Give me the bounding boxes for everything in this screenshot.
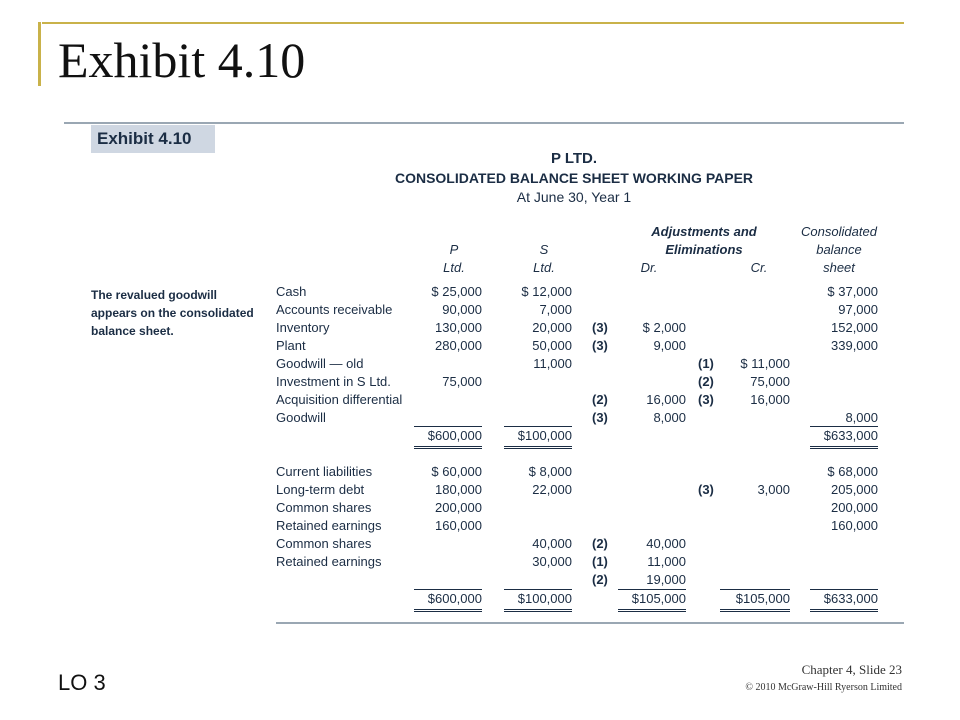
liability-dr-cell: 19,000: [646, 572, 686, 587]
assets-total-s: $100,000: [517, 428, 572, 443]
liab-total-cons: $633,000: [823, 591, 878, 606]
liability-p-cell: 200,000: [435, 500, 482, 515]
liability-s-cell: 40,000: [532, 536, 572, 551]
col-p-line2: Ltd.: [443, 260, 465, 275]
asset-cons-cell: 152,000: [831, 320, 878, 335]
col-adj-line1: Adjustments and: [651, 224, 757, 239]
asset-p-cell: 280,000: [435, 338, 482, 353]
liab-dr-sum-line: [618, 589, 686, 590]
liab-s-double-line-2: [504, 611, 572, 612]
asset-label-cell: Inventory: [276, 320, 330, 335]
assets-p-sum-line: [414, 426, 482, 427]
col-s-line1: S: [539, 242, 549, 257]
slide-number: Chapter 4, Slide 23: [801, 662, 902, 677]
assets-p-double-line-2: [414, 448, 482, 449]
liab-cons-double-line-2: [810, 611, 878, 612]
col-dr: Dr.: [640, 260, 658, 275]
asset-dr-ref-cell: (3): [592, 338, 608, 353]
col-p-line1: P: [449, 242, 459, 257]
exhibit-label-box: [91, 125, 215, 153]
liability-label-cell: Retained earnings: [276, 518, 382, 533]
asset-p-cell: 90,000: [442, 302, 482, 317]
liability-cons-cell: 160,000: [831, 518, 878, 533]
asset-s-cell: 11,000: [533, 356, 572, 371]
liab-p-sum-line: [414, 589, 482, 590]
assets-p-double-line-1: [414, 446, 482, 447]
exhibit-side-note: The revalued goodwill appears on the consolidated balance sheet.: [91, 288, 254, 338]
liability-s-cell: $ 8,000: [528, 464, 572, 479]
liability-label-cell: Common shares: [276, 500, 372, 515]
liability-dr-cell: 11,000: [647, 554, 686, 569]
assets-cons-sum-line: [810, 426, 878, 427]
exhibit-bottom-rule: [276, 622, 904, 624]
asset-cons-cell: $ 37,000: [827, 284, 878, 299]
asset-label-cell: Accounts receivable: [276, 302, 393, 317]
assets-total-cons: $633,000: [823, 428, 878, 443]
liab-cr-sum-line: [720, 589, 790, 590]
asset-label-cell: Plant: [276, 338, 306, 353]
col-cons-line2: balance: [816, 242, 862, 257]
liability-s-cell: 22,000: [532, 482, 572, 497]
asset-cr-ref-cell: (3): [698, 392, 714, 407]
asset-dr-cell: 8,000: [653, 410, 686, 425]
liability-dr-cell: 40,000: [646, 536, 686, 551]
asset-p-cell: 130,000: [435, 320, 482, 335]
liability-p-cell: 160,000: [435, 518, 482, 533]
asset-p-cell: 75,000: [442, 374, 482, 389]
asset-cons-cell: 97,000: [838, 302, 878, 317]
liab-p-double-line-2: [414, 611, 482, 612]
asset-s-cell: 50,000: [532, 338, 572, 353]
asset-dr-cell: $ 2,000: [642, 320, 686, 335]
liability-s-cell: 30,000: [532, 554, 572, 569]
asset-dr-ref-cell: (3): [592, 320, 608, 335]
asset-cons-cell: 8,000: [845, 410, 878, 425]
working-paper-title: CONSOLIDATED BALANCE SHEET WORKING PAPER: [394, 170, 754, 186]
liab-p-double-line-1: [414, 609, 482, 610]
asset-dr-cell: 16,000: [646, 392, 686, 407]
asset-cons-cell: 339,000: [831, 338, 878, 353]
asset-label-cell: Cash: [276, 284, 307, 299]
asset-s-cell: $ 12,000: [521, 284, 572, 299]
liability-label-cell: Retained earnings: [276, 554, 382, 569]
liab-total-cr: $105,000: [735, 591, 790, 606]
asset-label-cell: Acquisition differential: [276, 392, 403, 407]
liab-total-dr: $105,000: [631, 591, 686, 606]
asset-dr-ref-cell: (2): [592, 392, 608, 407]
asset-cr-cell: $ 11,000: [740, 356, 790, 371]
asset-cr-ref-cell: (1): [698, 356, 714, 371]
copyright-notice: © 2010 McGraw-Hill Ryerson Limited: [745, 682, 902, 693]
asset-label-cell: Goodwill — old: [276, 356, 364, 371]
liab-s-sum-line: [504, 589, 572, 590]
asset-s-cell: 20,000: [532, 320, 572, 335]
asset-dr-ref-cell: (3): [592, 410, 608, 425]
slide-title: Exhibit 4.10: [58, 32, 306, 88]
asset-cr-cell: 16,000: [750, 392, 790, 407]
asset-cr-ref-cell: (2): [698, 374, 714, 389]
liab-dr-double-line-1: [618, 609, 686, 610]
liability-dr-ref-cell: (2): [592, 572, 608, 587]
liab-total-p: $600,000: [427, 591, 482, 606]
liab-total-s: $100,000: [517, 591, 572, 606]
asset-label-cell: Investment in S Ltd.: [276, 374, 391, 389]
asset-label-cell: Goodwill: [276, 410, 326, 425]
asset-cr-cell: 75,000: [750, 374, 790, 389]
liability-dr-ref-cell: (2): [592, 536, 608, 551]
col-cr: Cr.: [750, 260, 768, 275]
liability-cr-cell: 3,000: [757, 482, 790, 497]
working-paper-date: At June 30, Year 1: [516, 189, 632, 205]
asset-s-cell: 7,000: [539, 302, 572, 317]
liability-label-cell: Current liabilities: [276, 464, 373, 479]
liab-cons-sum-line: [810, 589, 878, 590]
col-cons-line3: sheet: [823, 260, 855, 275]
assets-s-sum-line: [504, 426, 572, 427]
exhibit-panel: [64, 120, 904, 640]
col-cons-line1: Consolidated: [801, 224, 877, 239]
assets-cons-double-line-1: [810, 446, 878, 447]
liab-cr-double-line-2: [720, 611, 790, 612]
asset-p-cell: $ 25,000: [431, 284, 482, 299]
assets-cons-double-line-2: [810, 448, 878, 449]
liab-cr-double-line-1: [720, 609, 790, 610]
liability-dr-ref-cell: (1): [592, 554, 608, 569]
col-adj-line2: Eliminations: [665, 242, 743, 257]
liability-label-cell: Common shares: [276, 536, 372, 551]
liability-cr-ref-cell: (3): [698, 482, 714, 497]
asset-dr-cell: 9,000: [653, 338, 686, 353]
liab-cons-double-line-1: [810, 609, 878, 610]
liability-p-cell: 180,000: [435, 482, 482, 497]
liability-cons-cell: $ 68,000: [827, 464, 878, 479]
liability-label-cell: Long-term debt: [276, 482, 365, 497]
liab-s-double-line-1: [504, 609, 572, 610]
title-accent-line-horizontal: [42, 22, 904, 24]
assets-total-p: $600,000: [427, 428, 482, 443]
company-name: P LTD.: [550, 150, 598, 167]
liability-p-cell: $ 60,000: [431, 464, 482, 479]
exhibit-top-rule: [64, 122, 904, 124]
liability-cons-cell: 200,000: [831, 500, 878, 515]
liab-dr-double-line-2: [618, 611, 686, 612]
liability-cons-cell: 205,000: [831, 482, 878, 497]
exhibit-label: Exhibit 4.10: [97, 129, 192, 148]
title-accent-line-vertical: [38, 22, 41, 86]
assets-s-double-line-2: [504, 448, 572, 449]
learning-objective-label: LO 3: [58, 670, 106, 695]
assets-s-double-line-1: [504, 446, 572, 447]
col-s-line2: Ltd.: [533, 260, 555, 275]
